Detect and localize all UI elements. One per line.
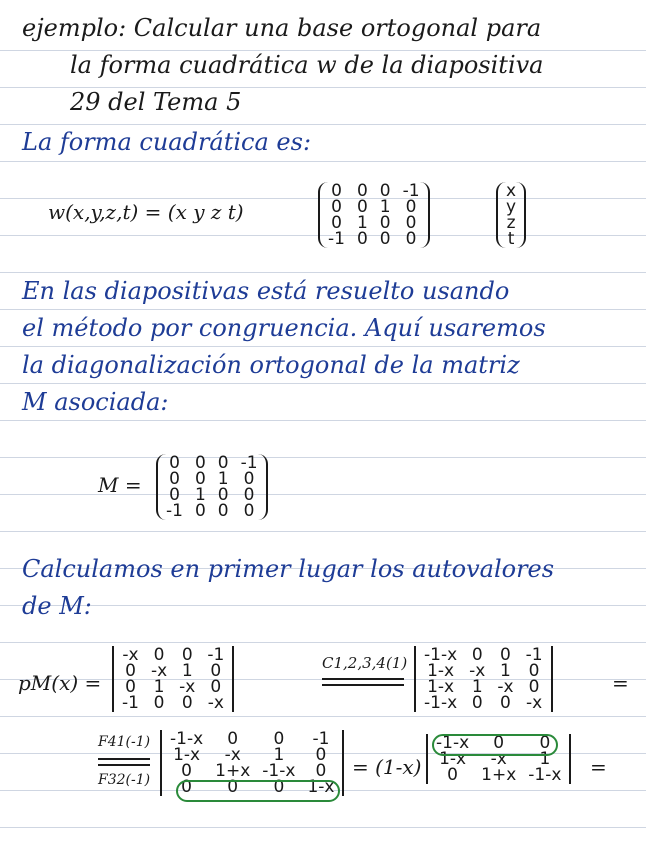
d3-3-2: 0 <box>273 777 285 797</box>
intro-line-1: ejemplo: Calcular una base ortogonal para <box>22 14 542 42</box>
d2-2-0: 1-x <box>427 677 455 697</box>
qf-m-0-2: 0 <box>379 181 391 201</box>
m-0-1: 0 <box>194 453 206 473</box>
d4-1-1: -x <box>490 749 507 769</box>
m-0-3: -1 <box>240 453 258 473</box>
matrix-m <box>156 454 268 520</box>
d3-1-2: 1 <box>273 745 285 765</box>
m-3-0: -1 <box>166 501 183 521</box>
m-1-1: 0 <box>194 469 206 489</box>
quadratic-form-vector <box>496 182 526 248</box>
d2-2-1: 1 <box>471 677 483 697</box>
char-poly-lhs: pM(x) = <box>18 671 102 695</box>
d3-0-1: 0 <box>227 729 239 749</box>
paragraph-line-1: En las diapositivas está resuelto usando <box>22 277 510 305</box>
m-3-2: 0 <box>217 501 229 521</box>
qf-m-2-0: 0 <box>331 213 342 233</box>
d3-1-0: 1-x <box>173 745 201 765</box>
d4-2-0: 0 <box>447 765 458 785</box>
eigen-intro-line-1: Calculamos en primer lugar los autovalores <box>22 555 555 583</box>
d2-0-2: 0 <box>500 645 511 665</box>
highlight-oval-row <box>176 777 340 802</box>
char-poly-det-1 <box>112 646 234 712</box>
d4-1-0: 1-x <box>439 749 467 769</box>
matrix-m-lhs: M = <box>98 473 142 497</box>
qf-m-3-0: -1 <box>328 229 345 249</box>
d2-3-0: -1-x <box>424 693 458 713</box>
row-op-underline-1 <box>98 758 150 760</box>
m-0-2: 0 <box>217 453 229 473</box>
d4-1-2: 1 <box>539 749 551 769</box>
qf-m-1-2: 1 <box>379 197 391 217</box>
d2-1-0: 1-x <box>427 661 455 681</box>
d2-2-3: 0 <box>528 677 540 697</box>
row-op-bottom-label: F32(-1) <box>98 772 151 788</box>
qf-m-0-3: -1 <box>402 181 420 201</box>
d4-0-1: 0 <box>493 733 505 753</box>
qf-m-3-1: 0 <box>356 229 368 249</box>
d1-3-2: 0 <box>181 693 193 713</box>
d3-0-3: -1 <box>312 729 330 749</box>
d3-0-2: 0 <box>273 729 285 749</box>
qf-m-2-3: 0 <box>405 213 417 233</box>
d3-3-1: 0 <box>227 777 239 797</box>
d1-1-3: 0 <box>210 661 222 681</box>
column-op-underline-2 <box>322 684 404 686</box>
intro-line-2: la forma cuadrática w de la diapositiva <box>70 51 544 79</box>
d1-3-3: -x <box>207 693 224 713</box>
d2-3-3: -x <box>525 693 543 713</box>
intro-line-3: 29 del Tema 5 <box>70 88 242 116</box>
m-2-1: 1 <box>194 485 206 505</box>
d4-0-2: 0 <box>539 733 551 753</box>
d1-0-0: -x <box>122 645 139 665</box>
equals-1: = <box>612 671 629 695</box>
d2-3-1: 0 <box>471 693 483 713</box>
qf-v-0: x <box>506 181 517 201</box>
column-op-label: C1,2,3,4(1) <box>322 654 408 672</box>
qf-m-3-2: 0 <box>379 229 391 249</box>
m-3-3: 0 <box>243 501 255 521</box>
m-0-0: 0 <box>169 453 180 473</box>
d1-2-2: -x <box>179 677 196 697</box>
d1-0-3: -1 <box>207 645 225 665</box>
d4-2-2: -1-x <box>528 765 562 785</box>
quadratic-form-lhs: w(x,y,z,t) = (x y z t) <box>48 200 244 224</box>
d2-0-1: 0 <box>471 645 483 665</box>
m-2-2: 0 <box>217 485 229 505</box>
d1-1-2: 1 <box>181 661 193 681</box>
d2-0-0: -1-x <box>424 645 458 665</box>
qf-m-1-0: 0 <box>331 197 342 217</box>
d2-2-2: -x <box>497 677 514 697</box>
d4-2-1: 1+x <box>481 765 517 785</box>
d3-3-3: 1-x <box>307 777 335 797</box>
qf-m-1-3: 0 <box>405 197 417 217</box>
char-poly-det-2 <box>414 646 553 712</box>
d3-3-0: 0 <box>181 777 192 797</box>
highlight-oval-top <box>432 734 558 756</box>
d1-2-0: 0 <box>125 677 136 697</box>
qf-m-3-3: 0 <box>405 229 417 249</box>
m-1-0: 0 <box>169 469 180 489</box>
d3-2-3: 0 <box>315 761 327 781</box>
d3-2-2: -1-x <box>262 761 296 781</box>
qf-v-3: t <box>507 229 515 249</box>
d1-1-1: -x <box>150 661 168 681</box>
d4-0-0: -1-x <box>436 733 470 753</box>
qf-m-0-1: 0 <box>356 181 368 201</box>
d2-1-2: 1 <box>500 661 511 681</box>
d1-3-0: -1 <box>122 693 139 713</box>
quadratic-form-heading: La forma cuadrática es: <box>22 128 312 156</box>
equals-2: = <box>590 755 607 779</box>
d3-1-3: 0 <box>315 745 327 765</box>
equals-factor: = (1-x) <box>352 755 422 779</box>
row-op-underline-2 <box>98 764 150 766</box>
paragraph-line-2: el método por congruencia. Aquí usaremos <box>22 314 546 342</box>
d3-2-0: 0 <box>181 761 192 781</box>
column-op-underline-1 <box>322 678 404 680</box>
m-2-0: 0 <box>169 485 180 505</box>
d1-0-2: 0 <box>181 645 193 665</box>
d1-2-1: 1 <box>153 677 165 697</box>
d1-1-0: 0 <box>125 661 136 681</box>
d3-2-1: 1+x <box>215 761 251 781</box>
d2-1-1: -x <box>469 661 486 681</box>
qf-m-1-1: 0 <box>356 197 368 217</box>
paragraph-line-4: M asociada: <box>22 388 169 416</box>
qf-v-1: y <box>506 197 517 217</box>
d2-0-3: -1 <box>525 645 543 665</box>
m-2-3: 0 <box>243 485 255 505</box>
qf-m-0-0: 0 <box>331 181 342 201</box>
d1-3-1: 0 <box>153 693 165 713</box>
d3-0-0: -1-x <box>170 729 204 749</box>
d2-3-2: 0 <box>500 693 511 713</box>
m-1-2: 1 <box>217 469 229 489</box>
eigen-intro-line-2: de M: <box>22 592 92 620</box>
d2-1-3: 0 <box>528 661 540 681</box>
paragraph-line-3: la diagonalización ortogonal de la matriz <box>22 351 520 379</box>
d1-2-3: 0 <box>210 677 222 697</box>
d1-0-1: 0 <box>153 645 165 665</box>
qf-v-2: z <box>506 213 516 233</box>
m-1-3: 0 <box>243 469 255 489</box>
m-3-1: 0 <box>194 501 206 521</box>
d3-1-1: -x <box>224 745 241 765</box>
qf-m-2-2: 0 <box>379 213 391 233</box>
row-op-top-label: F41(-1) <box>98 734 151 750</box>
qf-m-2-1: 1 <box>356 213 368 233</box>
quadratic-form-matrix <box>318 182 430 248</box>
